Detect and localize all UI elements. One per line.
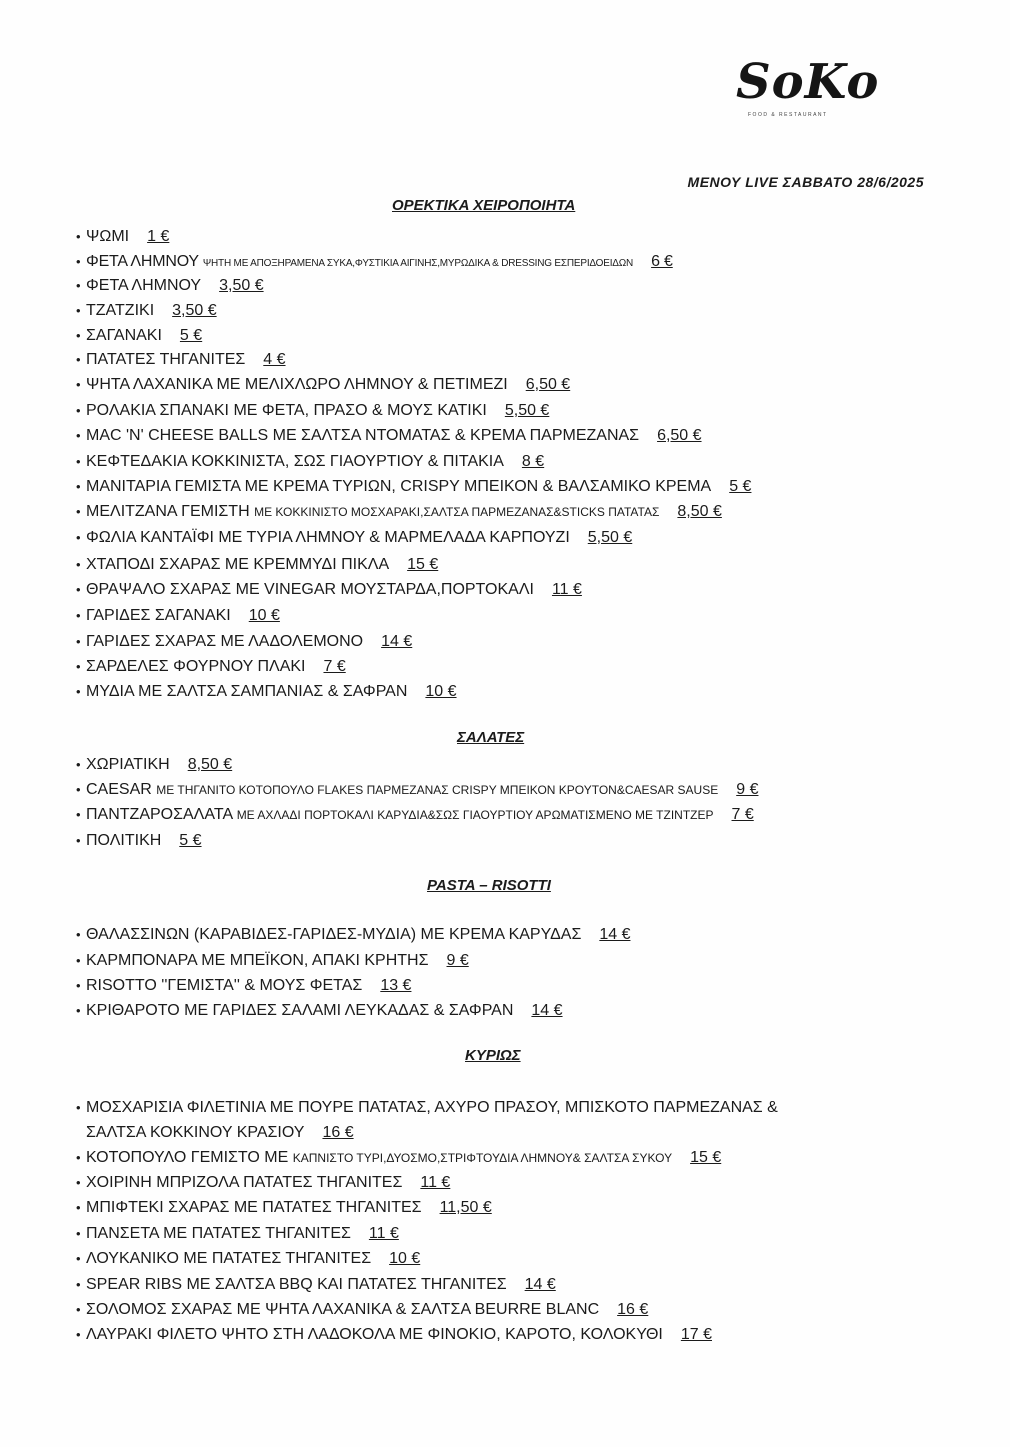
item-price: 11,50 € <box>439 1199 492 1216</box>
bullet-icon: • <box>76 1175 81 1190</box>
bullet-icon: • <box>76 782 81 797</box>
item-price: 5 € <box>729 478 752 495</box>
menu-item <box>76 1173 450 1193</box>
menu-item <box>76 1300 648 1320</box>
menu-item <box>76 1001 563 1021</box>
item-price: 5 € <box>179 327 203 344</box>
menu-date-title: ΜΕΝΟΥ LIVE ΣΑΒΒΑΤΟ 28/6/2025 <box>687 174 924 190</box>
item-name: MAC 'N' CHEESE BALLS ΜΕ ΣΑΛΤΣΑ ΝΤΟΜΑΤΑΣ & ΚΡΕΜΑ ΠΑΡΜΕΖΑΝΑΣ <box>86 427 640 444</box>
section-title-appetizers: ΟΡΕΚΤΙΚΑ ΧΕΙΡΟΠΟΙΗΤΑ <box>392 197 576 214</box>
item-name: ΨΩΜΙ <box>86 228 130 245</box>
item-price: 7 € <box>323 658 346 675</box>
item-name: ΜΠΙΦΤΕΚΙ ΣΧΑΡΑΣ ΜΕ ΠΑΤΑΤΕΣ ΤΗΓΑΝΙΤΕΣ <box>86 1199 422 1216</box>
item-name: ΨΗΤΑ ΛΑΧΑΝΙΚΑ ΜΕ ΜΕΛΙΧΛΩΡΟ ΛΗΜΝΟΥ & ΠΕΤΙΜΕΖΙ <box>86 376 508 393</box>
item-name: ΧΩΡΙΑΤΙΚΗ <box>86 756 170 773</box>
logo-tagline: FOOD & RESTAURANT <box>748 112 828 118</box>
bullet-icon: • <box>76 377 81 392</box>
section-title-mains: ΚΥΡΙΩΣ <box>465 1047 521 1064</box>
item-name: ΘΡΑΨΑΛΟ ΣΧΑΡΑΣ ΜΕ VINEGAR ΜΟΥΣΤΑΡΔΑ,ΠΟΡΤΟΚΑΛΙ <box>86 581 534 598</box>
menu-item <box>76 528 632 548</box>
bullet-icon: • <box>76 229 81 244</box>
bullet-icon: • <box>76 479 81 494</box>
menu-item <box>76 657 346 677</box>
menu-item <box>76 580 582 600</box>
item-description: ΚΑΠΝΙΣΤΟ ΤΥΡΙ,ΔΥΟΣΜΟ,ΣΤΡΙΦΤΟΥΔΙΑ ΛΗΜΝΟΥ& ΣΑΛΤΣΑ ΣΥΚΟΥ <box>292 1151 673 1165</box>
item-price: 15 € <box>690 1149 722 1166</box>
bullet-icon: • <box>76 278 81 293</box>
item-price: 11 € <box>551 581 582 598</box>
item-price: 10 € <box>248 607 280 624</box>
menu-item <box>76 350 286 370</box>
menu-item <box>76 682 457 702</box>
menu-item <box>76 301 217 321</box>
item-name: ΦΕΤΑ ΛΗΜΝΟΥ <box>86 277 202 294</box>
item-price: 4 € <box>263 351 286 368</box>
bullet-icon: • <box>76 953 81 968</box>
menu-item <box>76 780 758 800</box>
menu-item <box>76 925 630 945</box>
item-price: 14 € <box>599 926 631 943</box>
item-price: 3,50 € <box>219 277 264 294</box>
menu-item <box>76 227 169 247</box>
item-name: ΓΑΡΙΔΕΣ ΣΑΓΑΝΑΚΙ <box>86 607 231 624</box>
section-title-pasta: PASTA – RISOTTI <box>427 877 551 894</box>
bullet-icon: • <box>76 1200 81 1215</box>
item-name: ΠΟΛΙΤΙΚΗ <box>86 832 162 849</box>
item-price: 5,50 € <box>587 529 633 546</box>
menu-item <box>76 1095 778 1145</box>
item-description: ΜΕ ΤΗΓΑΝΙΤΟ ΚΟΤΟΠΟΥΛΟ FLAKES ΠΑΡΜΕΖΑΝΑΣ CRISPY ΜΠΕΙΚΟΝ ΚΡΟΥΤΟΝ&CAESAR SAUSE <box>156 783 719 797</box>
item-description: ΜΕ ΑΧΛΑΔΙ ΠΟΡΤΟΚΑΛΙ ΚΑΡΥΔΙΑ&ΣΩΣ ΓΙΑΟΥΡΤΙΟΥ ΑΡΩΜΑΤΙΣΜΕΝΟ ΜΕ ΤΖΙΝΤΖΕΡ <box>236 808 714 822</box>
bullet-icon: • <box>76 403 81 418</box>
bullet-icon: • <box>76 582 81 597</box>
item-name: ΠΑΝΣΕΤΑ ΜΕ ΠΑΤΑΤΕΣ ΤΗΓΑΝΙΤΕΣ <box>86 1225 351 1242</box>
item-price: 6,50 € <box>657 427 702 444</box>
item-price: 9 € <box>736 781 759 798</box>
menu-item <box>76 755 232 775</box>
item-name: ΜΥΔΙΑ ΜΕ ΣΑΛΤΣΑ ΣΑΜΠΑΝΙΑΣ & ΣΑΦΡΑΝ <box>86 683 408 700</box>
bullet-icon: • <box>76 927 81 942</box>
bullet-icon: • <box>76 254 81 269</box>
menu-item <box>76 502 722 522</box>
item-name: ΣΑΡΔΕΛΕΣ ΦΟΥΡΝΟΥ ΠΛΑΚΙ <box>86 658 306 675</box>
item-price: 5,50 € <box>504 402 550 419</box>
item-name: ΜΑΝΙΤΑΡΙΑ ΓΕΜΙΣΤΑ ΜΕ ΚΡΕΜΑ ΤΥΡΙΩΝ, CRISPY ΜΠΕΙΚΟΝ & ΒΑΛΣΑΜΙΚΟ ΚΡΕΜΑ <box>86 478 712 495</box>
item-price: 16 € <box>617 1301 649 1318</box>
menu-item <box>76 805 754 825</box>
item-price: 15 € <box>407 556 439 573</box>
bullet-icon: • <box>76 1150 81 1165</box>
item-name: ΚΑΡΜΠΟΝΑΡΑ ΜΕ ΜΠΕΪΚΟΝ, ΑΠΑΚΙ ΚΡΗΤΗΣ <box>86 952 429 969</box>
item-price: 11 € <box>368 1225 399 1242</box>
bullet-icon: • <box>76 557 81 572</box>
menu-item <box>76 632 412 652</box>
menu-item <box>76 831 202 851</box>
logo-wordmark: SoKo <box>736 54 880 110</box>
item-price: 13 € <box>380 977 412 994</box>
bullet-icon: • <box>76 303 81 318</box>
menu-item <box>76 951 469 971</box>
restaurant-logo <box>736 54 896 124</box>
bullet-icon: • <box>76 1277 81 1292</box>
bullet-icon: • <box>76 530 81 545</box>
bullet-icon: • <box>76 757 81 772</box>
item-price: 11 € <box>420 1174 451 1191</box>
menu-item <box>76 401 549 421</box>
item-name-cont-text: ΣΑΛΤΣΑ ΚΟΚΚΙΝΟΥ ΚΡΑΣΙΟΥ <box>86 1124 305 1141</box>
menu-item <box>76 1224 399 1244</box>
menu-item <box>76 1275 556 1295</box>
menu-item <box>76 1249 420 1269</box>
bullet-icon: • <box>76 833 81 848</box>
item-price: 10 € <box>425 683 457 700</box>
item-name: ΜΟΣΧΑΡΙΣΙΑ ΦΙΛΕΤΙΝΙΑ ΜΕ ΠΟΥΡΕ ΠΑΤΑΤΑΣ, ΑΧΥΡΟ ΠΡΑΣΟΥ, ΜΠΙΣΚΟΤΟ ΠΑΡΜΕΖΑΝΑΣ & <box>86 1099 778 1116</box>
item-description: ΜΕ ΚΟΚΚΙΝΙΣΤΟ ΜΟΣΧΑΡΑΚΙ,ΣΑΛΤΣΑ ΠΑΡΜΕΖΑΝΑΣ&STICKS ΠΑΤΑΤΑΣ <box>254 505 660 519</box>
item-name: ΣΑΓΑΝΑΚΙ <box>86 327 162 344</box>
item-price: 9 € <box>446 952 469 969</box>
menu-item <box>76 477 751 497</box>
item-price: 14 € <box>381 633 413 650</box>
item-description: ΨΗΤΗ ΜΕ ΑΠΟΞΗΡΑΜΕΝΑ ΣΥΚΑ,ΦΥΣΤΙΚΙΑ ΑΙΓΙΝΗΣ,ΜΥΡΩΔΙΚΑ & DRESSING ΕΣΠΕΡΙΔΟΕΙΔΩΝ <box>202 258 634 269</box>
item-price: 8,50 € <box>677 503 722 520</box>
item-price: 14 € <box>524 1276 556 1293</box>
bullet-icon: • <box>76 328 81 343</box>
item-name: ΤΖΑΤΖΙΚΙ <box>86 302 155 319</box>
item-name: ΣΟΛΟΜΟΣ ΣΧΑΡΑΣ ΜΕ ΨΗΤΑ ΛΑΧΑΝΙΚΑ & ΣΑΛΤΣΑ BEURRE BLANC <box>86 1301 600 1318</box>
menu-item <box>76 1198 492 1218</box>
item-price: 14 € <box>531 1002 563 1019</box>
item-name: ΚΕΦΤΕΔΑΚΙΑ ΚΟΚΚΙΝΙΣΤΑ, ΣΩΣ ΓΙΑΟΥΡΤΙΟΥ & ΠΙΤΑΚΙΑ <box>86 453 504 470</box>
item-name-continuation <box>76 1120 778 1145</box>
item-name: CAESAR <box>86 781 152 798</box>
item-price: 1 € <box>147 228 170 245</box>
bullet-icon: • <box>76 1003 81 1018</box>
section-title-salads: ΣΑΛΑΤΕΣ <box>457 729 525 746</box>
item-price: 3,50 € <box>172 302 217 319</box>
menu-item <box>76 276 264 296</box>
item-name: ΧΟΙΡΙΝΗ ΜΠΡΙΖΟΛΑ ΠΑΤΑΤΕΣ ΤΗΓΑΝΙΤΕΣ <box>86 1174 403 1191</box>
bullet-icon: • <box>76 684 81 699</box>
item-name: ΧΤΑΠΟΔΙ ΣΧΑΡΑΣ ΜΕ ΚΡΕΜΜΥΔΙ ΠΙΚΛΑ <box>86 556 390 573</box>
item-price: 16 € <box>322 1124 354 1141</box>
menu-item <box>76 326 202 346</box>
bullet-icon: • <box>76 659 81 674</box>
menu-item <box>76 555 438 575</box>
item-name: ΠΑΝΤΖΑΡΟΣΑΛΑΤΑ <box>86 806 233 823</box>
bullet-icon: • <box>76 1302 81 1317</box>
menu-item <box>76 606 280 626</box>
bullet-icon: • <box>76 1226 81 1241</box>
item-name: SPEAR RIBS ΜΕ ΣΑΛΤΣΑ BBQ ΚΑΙ ΠΑΤΑΤΕΣ ΤΗΓΑΝΙΤΕΣ <box>86 1276 507 1293</box>
bullet-icon: • <box>76 1251 81 1266</box>
item-name: ΠΑΤΑΤΕΣ ΤΗΓΑΝΙΤΕΣ <box>86 351 246 368</box>
item-price: 8 € <box>521 453 545 470</box>
menu-item <box>76 1325 712 1345</box>
item-price: 17 € <box>680 1326 712 1343</box>
item-price: 6,50 € <box>525 376 571 393</box>
item-name: ΚΟΤΟΠΟΥΛΟ ΓΕΜΙΣΤΟ ΜΕ <box>86 1149 289 1166</box>
item-name: ΘΑΛΑΣΣΙΝΩΝ (ΚΑΡΑΒΙΔΕΣ-ΓΑΡΙΔΕΣ-ΜΥΔΙΑ) ΜΕ ΚΡΕΜΑ ΚΑΡΥΔΑΣ <box>86 926 582 943</box>
bullet-icon: • <box>76 504 81 519</box>
menu-item <box>76 252 673 274</box>
item-price: 5 € <box>179 832 202 849</box>
item-name: ΜΕΛΙΤΖΑΝΑ ΓΕΜΙΣΤΗ <box>86 503 250 520</box>
item-name: ΦΩΛΙΑ ΚΑΝΤΑΪΦΙ ΜΕ ΤΥΡΙΑ ΛΗΜΝΟΥ & ΜΑΡΜΕΛΑΔΑ ΚΑΡΠΟΥΖΙ <box>86 529 570 546</box>
bullet-icon: • <box>76 634 81 649</box>
bullet-icon: • <box>76 807 81 822</box>
item-name: ΡΟΛΑΚΙΑ ΣΠΑΝΑΚΙ ΜΕ ΦΕΤΑ, ΠΡΑΣΟ & ΜΟΥΣ ΚΑΤΙΚΙ <box>86 402 487 419</box>
bullet-icon: • <box>76 352 81 367</box>
bullet-icon: • <box>76 978 81 993</box>
menu-item <box>76 1148 721 1168</box>
item-name: ΓΑΡΙΔΕΣ ΣΧΑΡΑΣ ΜΕ ΛΑΔΟΛΕΜΟΝΟ <box>86 633 364 650</box>
bullet-icon: • <box>76 1327 81 1342</box>
item-name: ΛΟΥΚΑΝΙΚΟ ΜΕ ΠΑΤΑΤΕΣ ΤΗΓΑΝΙΤΕΣ <box>86 1250 372 1267</box>
item-name: ΦΕΤΑ ΛΗΜΝΟΥ <box>86 253 199 270</box>
menu-item <box>76 976 411 996</box>
item-price: 6 € <box>651 253 673 270</box>
bullet-icon: • <box>76 428 81 443</box>
menu-item <box>76 375 570 395</box>
menu-item <box>76 452 544 472</box>
item-name: RISOTTO ''ΓΕΜΙΣΤΑ'' & ΜΟΥΣ ΦΕΤΑΣ <box>86 977 363 994</box>
item-price: 7 € <box>731 806 754 823</box>
bullet-icon: • <box>76 454 81 469</box>
item-price: 8,50 € <box>187 756 233 773</box>
bullet-icon: • <box>76 1100 81 1115</box>
bullet-icon: • <box>76 608 81 623</box>
menu-item <box>76 426 702 446</box>
item-name: ΚΡΙΘΑΡΟΤΟ ΜΕ ΓΑΡΙΔΕΣ ΣΑΛΑΜΙ ΛΕΥΚΑΔΑΣ & ΣΑΦΡΑΝ <box>86 1002 514 1019</box>
item-name: ΛΑΥΡΑΚΙ ΦΙΛΕΤΟ ΨΗΤΟ ΣΤΗ ΛΑΔΟΚΟΛΑ ΜΕ ΦΙΝΟΚΙΟ, ΚΑΡΟΤΟ, ΚΟΛΟΚΥΘΙ <box>86 1326 663 1343</box>
item-price: 10 € <box>389 1250 421 1267</box>
